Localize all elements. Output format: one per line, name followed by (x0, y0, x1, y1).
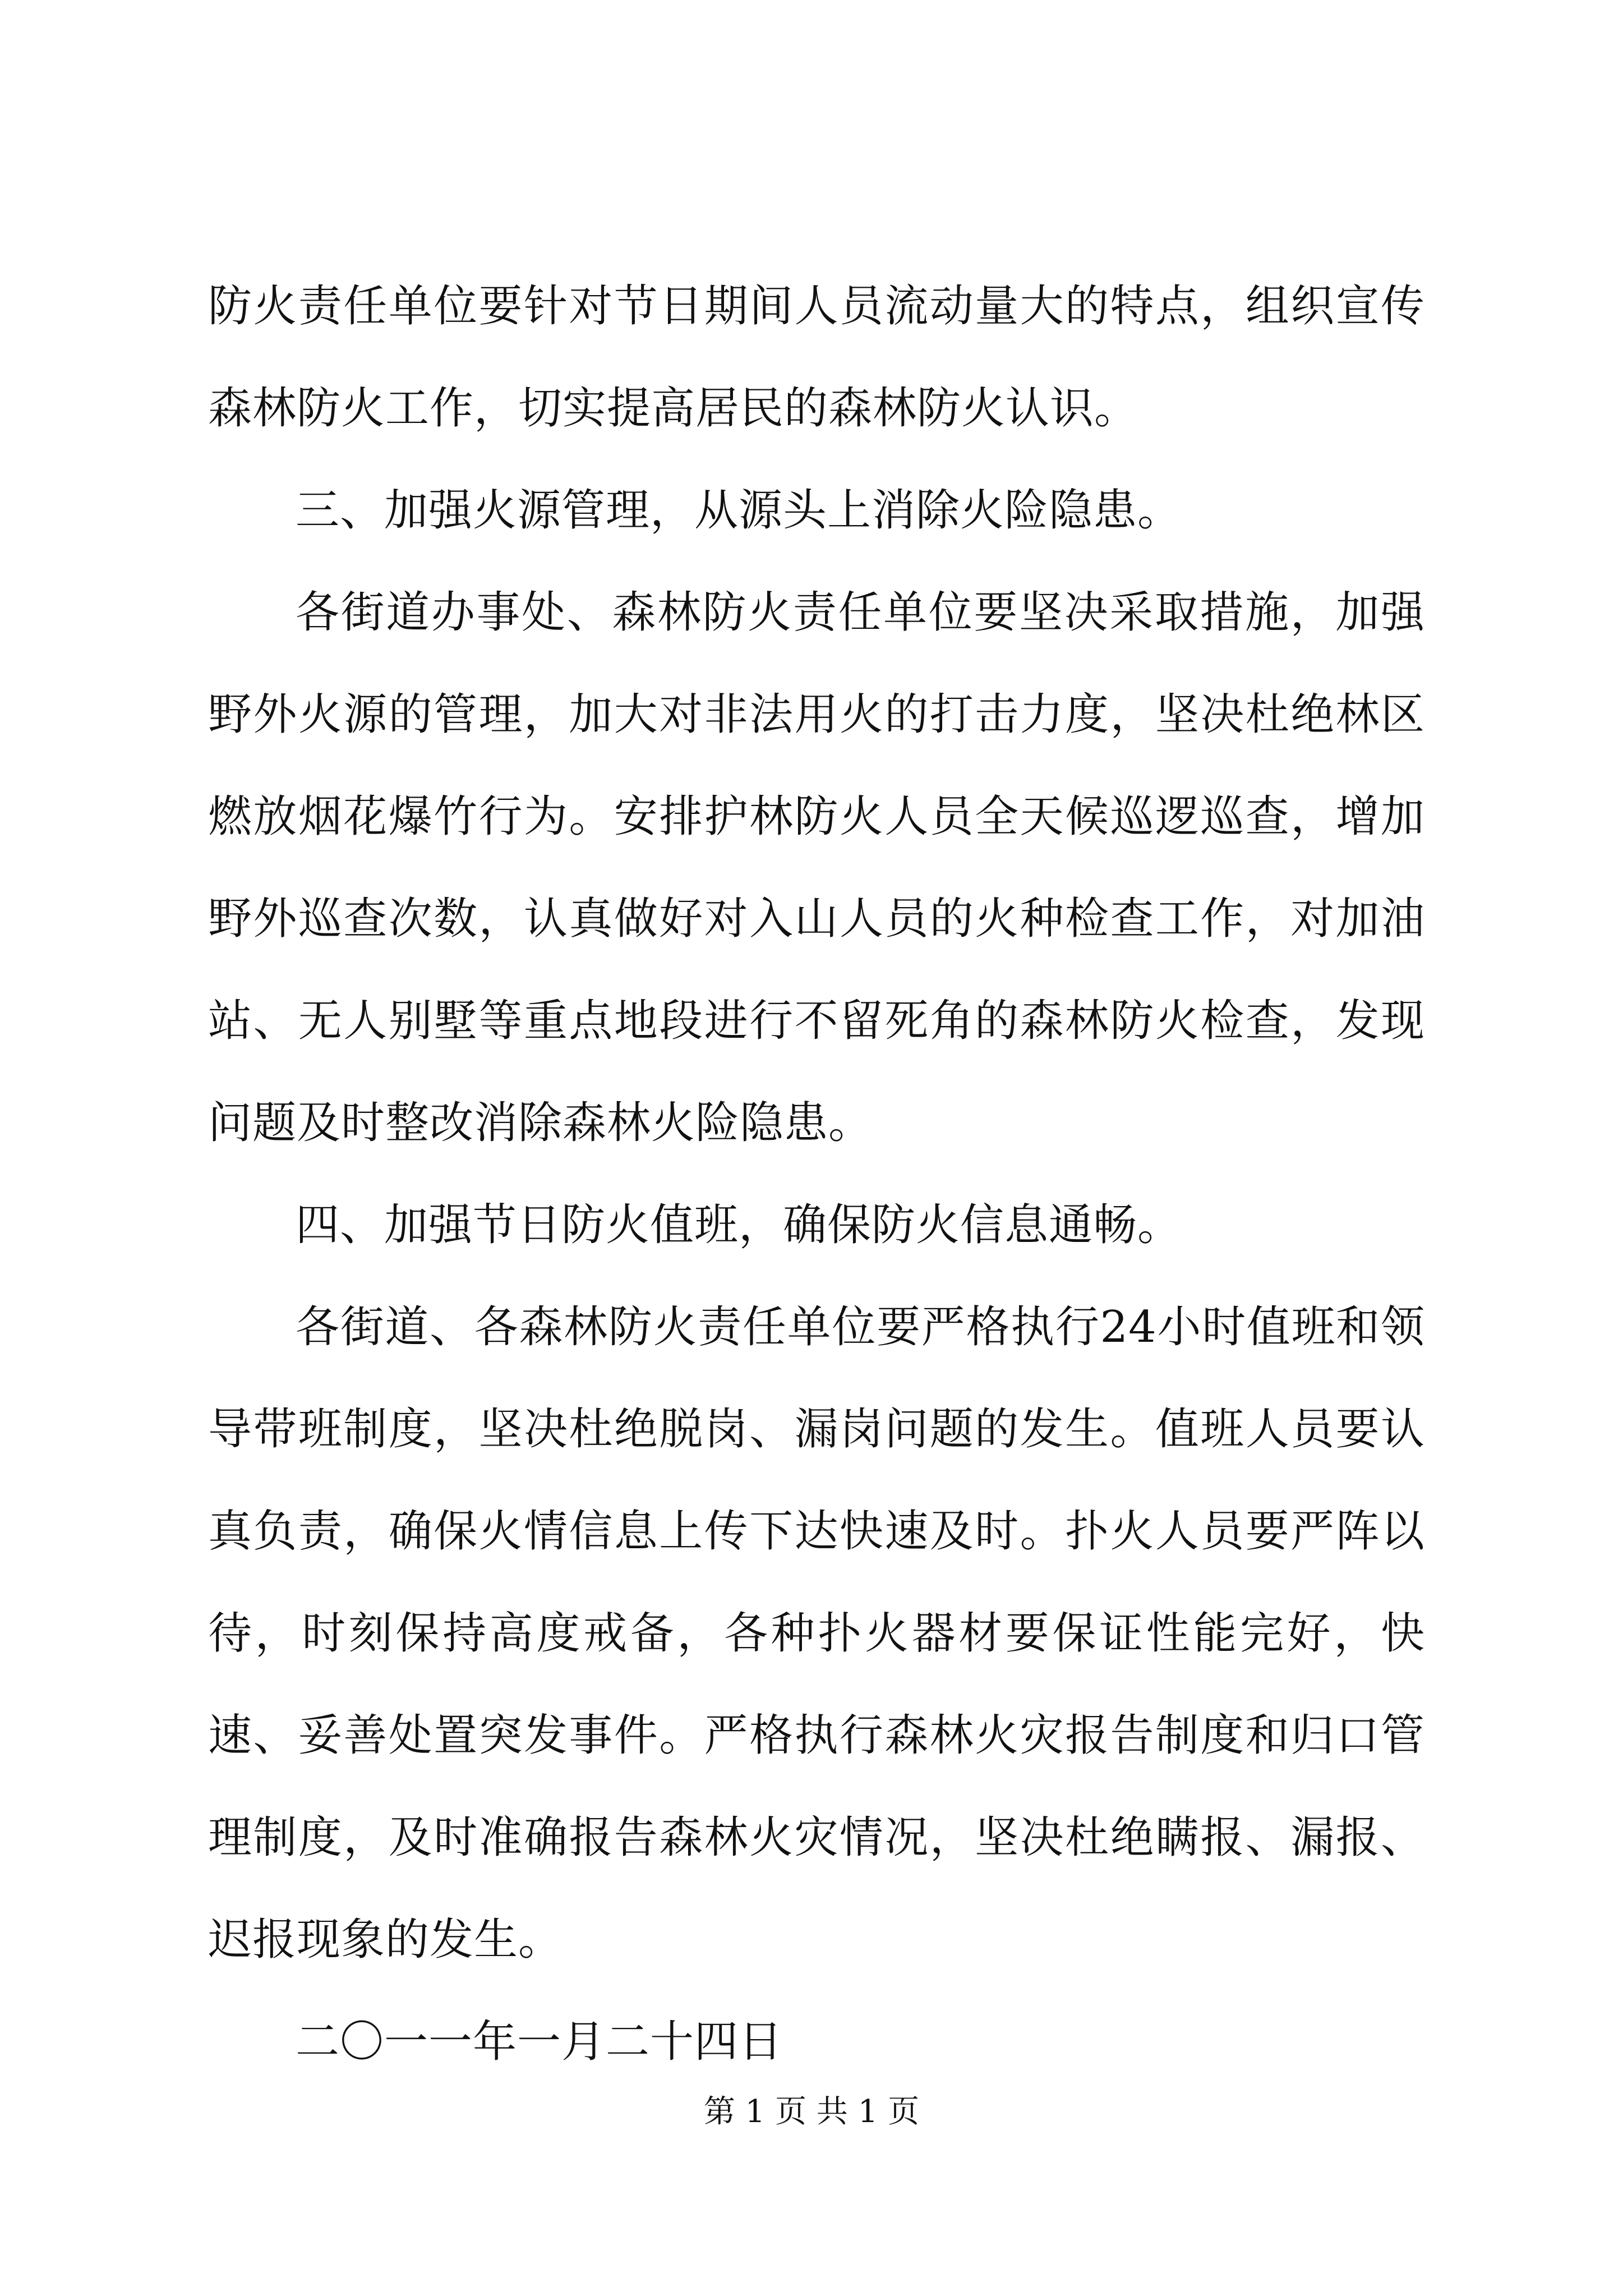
section-heading-3: 三、加强火源管理，从源头上消除火险隐患。 (296, 485, 1182, 536)
page-number-footer: 第 1 页 共 1 页 (703, 2093, 920, 2130)
document-date: 二〇一一年一月二十四日 (296, 2017, 783, 2067)
paragraph-fire-source-management: 各街道办事处、森林防火责任单位要坚决采取措施，加强野外火源的管理，加大对非法用火的打击力度，坚决杜绝林区燃放烟花爆竹行为。安排护林防火人员全天候巡逻巡查，增加野外巡查次数，认真做好对入山人员的火种检查工作，对加油站、无人别墅等重点地段进行不留死角的森林防火检查，发现问题及时整改消除森林火险隐患。 (208, 587, 1425, 1148)
paragraph-continuation: 防火责任单位要针对节日期间人员流动量大的特点，组织宣传森林防火工作，切实提高居民的森林防火认识。 (208, 281, 1425, 434)
paragraph-duty-shift: 各街道、各森林防火责任单位要严格执行24小时值班和领导带班制度，坚决杜绝脱岗、漏岗问题的发生。值班人员要认真负责，确保火情信息上传下达快速及时。扑火人员要严阵以待，时刻保持高度戒备，各种扑火器材要保证性能完好，快速、妥善处置突发事件。严格执行森林火灾报告制度和归口管理制度，及时准确报告森林火灾情况，坚决杜绝瞒报、漏报、迟报现象的发生。 (208, 1302, 1425, 1965)
document-body (208, 255, 1425, 2093)
section-heading-4: 四、加强节日防火值班，确保防火信息通畅。 (296, 1200, 1182, 1250)
